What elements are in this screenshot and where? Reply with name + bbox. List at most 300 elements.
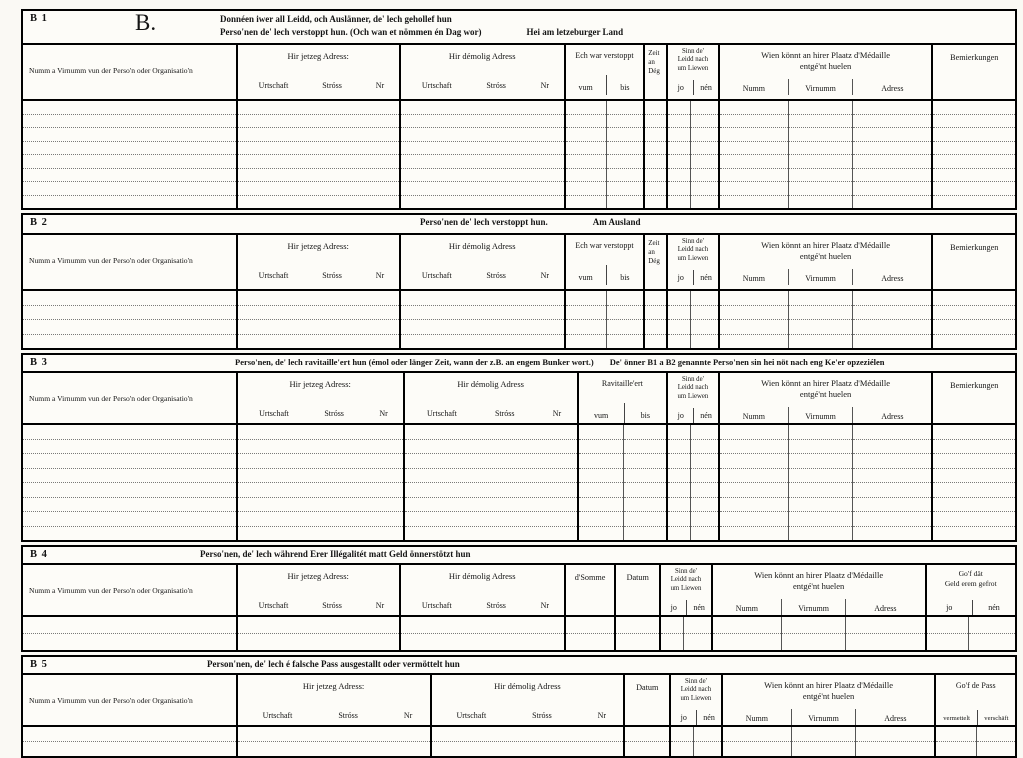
entry-cell (578, 497, 624, 512)
entry-cell (791, 742, 856, 758)
subcol-urtschaft: Urtschaft (421, 601, 452, 610)
geld-line-2: Geld erem gefrot (944, 578, 997, 588)
subcol-stross: Stróss (338, 711, 358, 720)
subcol-virnumm: Virnumm (788, 269, 852, 285)
entry-cell (691, 128, 719, 142)
name-column-label: Numm a Virnumm vun der Perso'n oder Organisatio'n (29, 585, 193, 595)
col-header-name (22, 234, 237, 290)
entry-cell (667, 290, 691, 305)
entry-row (22, 195, 1016, 209)
subcol-stross: Stróss (322, 271, 342, 280)
zeit-line: an (648, 248, 655, 257)
entry-row (22, 141, 1016, 155)
col-header-verstoppt (565, 234, 645, 290)
col-header-sinn-liewen (660, 564, 712, 616)
entry-cell (565, 305, 607, 320)
entry-cell (691, 454, 719, 469)
section-b5-title-row (22, 656, 1016, 674)
col-header-demolig-adress (431, 674, 625, 726)
col-header-jetzeg-adress (237, 674, 431, 726)
col-header-datum (624, 674, 670, 726)
wien-line-2: entgé'nt huelen (799, 61, 852, 72)
col-header-jetzeg-adress (237, 44, 400, 100)
entry-cell (719, 195, 789, 209)
entry-cell (431, 742, 625, 758)
entry-cell (22, 155, 237, 169)
col-header-demolig-adress (400, 564, 565, 616)
entry-cell (22, 726, 237, 742)
entry-cell (853, 305, 933, 320)
entry-cell (644, 155, 667, 169)
entry-cell (932, 320, 1016, 335)
sinn-line: um Liewen (680, 694, 712, 702)
entry-cell (788, 424, 853, 439)
entry-cell (932, 334, 1016, 349)
entry-cell (853, 155, 933, 169)
demolig-adress-label: Hir démolig Adress (457, 379, 524, 389)
entry-cell (606, 128, 644, 142)
entry-cell (691, 512, 719, 527)
subcol-jo: jo (677, 411, 684, 420)
entry-cell (667, 182, 691, 196)
subcol-nr: Nr (552, 409, 562, 418)
entry-cell (691, 334, 719, 349)
entry-cell (853, 320, 933, 335)
entry-cell (237, 454, 404, 469)
datum-label: Datum (636, 683, 659, 692)
entry-cell (237, 100, 400, 114)
subcol-numm: Numm (742, 274, 765, 283)
header-row (22, 564, 1016, 616)
entry-cell (400, 182, 565, 196)
entry-row (22, 182, 1016, 196)
entry-cell (623, 468, 667, 483)
col-header-datum (615, 564, 660, 616)
entry-cell (606, 168, 644, 182)
subcol-stross: Stróss (322, 81, 342, 90)
entry-cell (684, 616, 712, 634)
title-suffix: De' önner B1 a B2 genannte Perso'nen sin hei nöt nach eng Ke'er opzeziélen (609, 357, 885, 367)
col-header-jetzeg-adress (237, 234, 400, 290)
entry-cell (788, 195, 853, 209)
entry-cell (22, 526, 237, 541)
entry-cell (578, 526, 624, 541)
entry-cell (670, 726, 694, 742)
entry-cell (691, 141, 719, 155)
entry-cell (22, 168, 237, 182)
entry-cell (719, 497, 789, 512)
verstoppt-label: Ech war verstoppt (575, 51, 634, 60)
entry-cell (719, 168, 789, 182)
entry-cell (237, 141, 400, 155)
entry-cell (788, 290, 853, 305)
entry-cell (932, 483, 1016, 498)
sinn-line: Leidd nach (677, 384, 709, 392)
subcol-numm: Numm (735, 604, 758, 613)
subcol-jo: jo (677, 83, 684, 92)
entry-cell (684, 634, 712, 652)
entry-cell (932, 290, 1016, 305)
entry-row (22, 497, 1016, 512)
subcol-virnumm: Virnumm (791, 709, 855, 725)
entry-row (22, 100, 1016, 114)
entry-cell (644, 114, 667, 128)
entry-cell (719, 439, 789, 454)
sinn-line: Sinn de' (675, 568, 697, 575)
entry-row (22, 742, 1016, 758)
datum-label: Datum (626, 573, 649, 582)
entry-cell (853, 497, 933, 512)
entry-cell (932, 128, 1016, 142)
entry-cell (606, 141, 644, 155)
entry-row (22, 155, 1016, 169)
sinn-line: um Liewen (670, 584, 702, 592)
entry-cell (623, 424, 667, 439)
entry-cell (565, 128, 607, 142)
entry-cell (565, 100, 607, 114)
entry-cell (781, 634, 846, 652)
entry-cell (237, 334, 400, 349)
entry-cell (853, 334, 933, 349)
subcol-numm: Numm (742, 412, 765, 421)
section-title (220, 11, 623, 39)
entry-cell (667, 468, 691, 483)
entry-cell (237, 526, 404, 541)
entry-cell (926, 634, 969, 652)
entry-cell (694, 742, 722, 758)
entry-cell (719, 483, 789, 498)
big-letter-b: B. (135, 10, 157, 35)
entry-cell (400, 100, 565, 114)
name-column-label: Numm a Virnumm vun der Perso'n oder Organisatio'n (29, 65, 193, 75)
name-column-label: Numm a Virnumm vun der Perso'n oder Organisatio'n (29, 695, 193, 705)
entry-cell (623, 454, 667, 469)
entry-cell (719, 141, 789, 155)
subcol-nr: Nr (375, 81, 385, 90)
entry-cell (22, 616, 237, 634)
entry-cell (932, 100, 1016, 114)
entry-cell (846, 616, 926, 634)
zeit-line: Zeit (648, 239, 660, 247)
subcol-vum: vum (593, 411, 609, 420)
entry-cell (853, 526, 933, 541)
entry-cell (788, 114, 853, 128)
entry-cell (565, 334, 607, 349)
entry-cell (237, 290, 400, 305)
entry-cell (788, 141, 853, 155)
entry-cell (22, 468, 237, 483)
subcol-nr: Nr (375, 601, 385, 610)
entry-cell (691, 305, 719, 320)
entry-cell (788, 468, 853, 483)
entry-row (22, 439, 1016, 454)
entry-cell (719, 512, 789, 527)
entry-cell (237, 468, 404, 483)
entry-cell (400, 141, 565, 155)
sinn-line: Sinn de' (682, 238, 704, 245)
entry-cell (615, 634, 660, 652)
header-row (22, 372, 1016, 424)
sinn-line: um Liewen (677, 392, 709, 400)
entry-cell (22, 141, 237, 155)
wien-line-1: Wien könnt an hirer Plaatz d'Médaille (761, 50, 891, 60)
subcol-virnumm: Virnumm (788, 79, 852, 95)
entry-cell (788, 526, 853, 541)
entry-cell (719, 454, 789, 469)
subcol-urtschaft: Urtschaft (262, 711, 293, 720)
entry-cell (932, 114, 1016, 128)
subcol-adress: Adress (855, 709, 934, 725)
section-b1-table (21, 9, 1017, 210)
entry-cell (578, 483, 624, 498)
entry-cell (691, 155, 719, 169)
entry-cell (22, 439, 237, 454)
entry-cell (667, 128, 691, 142)
subcol-nen: nén (693, 408, 717, 423)
col-header-sinn-liewen (667, 372, 719, 424)
entry-row (22, 128, 1016, 142)
col-header-somme (565, 564, 616, 616)
entry-cell (578, 468, 624, 483)
col-header-jetzeg-adress (237, 564, 400, 616)
wien-line-1: Wien könnt an hirer Plaatz d'Médaille (761, 378, 891, 388)
entry-cell (624, 726, 670, 742)
bemierkungen-label: Bemierkungen (950, 381, 999, 390)
section-id: B 5 (30, 659, 48, 670)
entry-cell (853, 439, 933, 454)
entry-cell (719, 100, 789, 114)
title-suffix: Am Ausland (592, 217, 641, 227)
subcol-urtschaft: Urtschaft (456, 711, 487, 720)
entry-row (22, 616, 1016, 634)
entry-cell (932, 424, 1016, 439)
entry-cell (237, 168, 400, 182)
entry-cell (237, 512, 404, 527)
entry-cell (237, 424, 404, 439)
sinn-line: Leidd nach (670, 576, 702, 584)
entry-cell (624, 742, 670, 758)
entry-cell (22, 320, 237, 335)
subcol-jo: jo (946, 603, 953, 612)
entry-cell (853, 100, 933, 114)
entry-cell (404, 526, 578, 541)
sinn-line: um Liewen (677, 64, 709, 72)
entry-cell (667, 141, 691, 155)
entry-cell (932, 454, 1016, 469)
col-header-name (22, 44, 237, 100)
entry-cell (667, 195, 691, 209)
subcol-vermettelt: vermettelt (943, 715, 970, 722)
entry-cell (565, 616, 616, 634)
sinn-line: um Liewen (677, 254, 709, 262)
entry-cell (932, 497, 1016, 512)
entry-cell (788, 100, 853, 114)
entry-cell (22, 182, 237, 196)
entry-cell (606, 195, 644, 209)
subcol-bis: bis (606, 265, 644, 285)
entry-cell (606, 290, 644, 305)
entry-cell (932, 195, 1016, 209)
col-header-name (22, 674, 237, 726)
subcol-nr: Nr (375, 271, 385, 280)
entry-cell (578, 512, 624, 527)
entry-cell (853, 483, 933, 498)
section-b1-title-row (22, 10, 1016, 44)
entry-cell (22, 305, 237, 320)
entry-cell (644, 334, 667, 349)
entry-cell (667, 512, 691, 527)
entry-cell (404, 424, 578, 439)
entry-cell (22, 290, 237, 305)
subcol-nr: Nr (540, 601, 550, 610)
entry-cell (606, 334, 644, 349)
entry-cell (22, 128, 237, 142)
col-header-name (22, 372, 237, 424)
col-header-geld-gefrot (926, 564, 1017, 616)
entry-cell (644, 290, 667, 305)
subcol-nr: Nr (379, 409, 388, 418)
subcol-urtschaft: Urtschaft (259, 409, 289, 418)
section-id: B 3 (30, 357, 48, 368)
subcol-vum: vum (578, 83, 593, 92)
entry-cell (644, 168, 667, 182)
entry-cell (788, 320, 853, 335)
section-id: B 4 (30, 549, 48, 560)
entry-row (22, 320, 1016, 335)
subcol-numm: Numm (742, 84, 765, 93)
entry-cell (404, 497, 578, 512)
entry-cell (644, 128, 667, 142)
entry-cell (400, 616, 565, 634)
subcol-nen: nén (972, 600, 1015, 615)
entry-cell (932, 141, 1016, 155)
jetzeg-adress-label: Hir jetzeg Adress: (287, 51, 349, 61)
entry-cell (691, 100, 719, 114)
wien-line-1: Wien könnt an hirer Plaatz d'Médaille (761, 240, 891, 250)
entry-cell (667, 454, 691, 469)
entry-cell (719, 155, 789, 169)
sinn-line: Leidd nach (677, 246, 709, 254)
entry-cell (932, 526, 1016, 541)
entry-cell (691, 182, 719, 196)
entry-cell (400, 320, 565, 335)
entry-cell (667, 155, 691, 169)
entry-cell (431, 726, 625, 742)
demolig-adress-label: Hir démolig Adress (494, 681, 561, 691)
entry-cell (565, 155, 607, 169)
entry-cell (968, 616, 1016, 634)
entry-cell (691, 526, 719, 541)
col-header-demolig-adress (404, 372, 578, 424)
subcol-urtschaft: Urtschaft (258, 271, 289, 280)
entry-cell (968, 634, 1016, 652)
col-header-jetzeg-adress (237, 372, 404, 424)
entry-cell (400, 114, 565, 128)
entry-cell (22, 512, 237, 527)
entry-cell (853, 424, 933, 439)
entry-cell (606, 320, 644, 335)
entry-cell (788, 182, 853, 196)
entry-cell (853, 168, 933, 182)
entry-cell (932, 468, 1016, 483)
entry-cell (400, 168, 565, 182)
entry-cell (926, 616, 969, 634)
entry-cell (667, 334, 691, 349)
jetzeg-adress-label: Hir jetzeg Adress: (289, 379, 351, 389)
entry-cell (932, 439, 1016, 454)
entry-cell (644, 141, 667, 155)
section-b5-table (21, 655, 1017, 758)
entry-cell (788, 497, 853, 512)
title-line-1: Donnéen iwer all Leidd, och Auslänner, de' lech gehollef hun (220, 14, 452, 24)
entry-cell (719, 468, 789, 483)
entry-cell (400, 128, 565, 142)
entry-cell (719, 334, 789, 349)
section-b4-title-row (22, 546, 1016, 564)
entry-cell (565, 141, 607, 155)
entry-cell (788, 454, 853, 469)
entry-cell (853, 141, 933, 155)
entry-cell (606, 155, 644, 169)
col-header-bemierkungen (932, 44, 1016, 100)
wien-line-2: entgé'nt huelen (799, 251, 852, 262)
section-title: Perso'nen, de' lech während Erer Illégalitét matt Geld önnerstötzt hun (200, 549, 471, 559)
col-header-ravitailleert (578, 372, 667, 424)
sinn-line: Leidd nach (677, 56, 709, 64)
sinn-line: Leidd nach (680, 686, 712, 694)
section-b3-title-row (22, 354, 1016, 372)
entry-cell (623, 497, 667, 512)
entry-cell (853, 468, 933, 483)
entry-cell (606, 100, 644, 114)
col-header-medaille (719, 234, 933, 290)
subcol-nr: Nr (540, 81, 550, 90)
entry-cell (719, 128, 789, 142)
col-header-sinn-liewen (667, 234, 719, 290)
entry-cell (565, 320, 607, 335)
entry-cell (237, 305, 400, 320)
subcol-stross: Stróss (532, 711, 552, 720)
entry-cell (667, 305, 691, 320)
sinn-line: Sinn de' (685, 678, 707, 685)
entry-cell (237, 128, 400, 142)
entry-cell (22, 634, 237, 652)
col-header-medaille (712, 564, 926, 616)
entry-cell (606, 114, 644, 128)
jetzeg-adress-label: Hir jetzeg Adress: (287, 241, 349, 251)
entry-cell (935, 726, 976, 742)
entry-cell (578, 424, 624, 439)
entry-cell (667, 320, 691, 335)
subcol-urtschaft: Urtschaft (421, 271, 452, 280)
subcol-adress: Adress (852, 407, 931, 423)
entry-cell (853, 195, 933, 209)
demolig-adress-label: Hir démolig Adress (448, 241, 516, 251)
subcol-jo: jo (680, 713, 687, 722)
entry-row (22, 726, 1016, 742)
subcol-stross: Stróss (494, 409, 515, 418)
entry-cell (22, 100, 237, 114)
entry-cell (712, 634, 782, 652)
entry-cell (788, 155, 853, 169)
entry-cell (719, 305, 789, 320)
entry-cell (853, 512, 933, 527)
entry-cell (644, 100, 667, 114)
col-header-medaille (722, 674, 936, 726)
subcol-jo: jo (670, 603, 677, 612)
entry-cell (691, 439, 719, 454)
entry-cell (932, 305, 1016, 320)
